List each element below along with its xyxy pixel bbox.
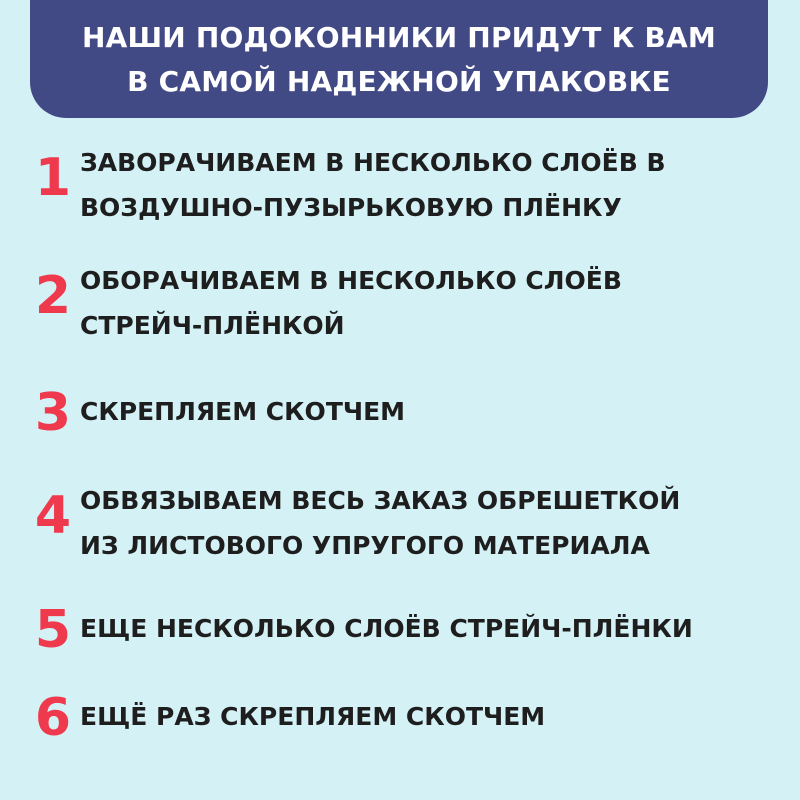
step-text-line: ОБОРАЧИВАЕМ В НЕСКОЛЬКО СЛОЁВ xyxy=(80,266,622,295)
step-text xyxy=(80,694,545,739)
step-text xyxy=(80,258,622,348)
step-number: 5 xyxy=(34,600,72,660)
step-text xyxy=(80,140,666,230)
step-text-line: ВОЗДУШНО-ПУЗЫРЬКОВУЮ ПЛЁНКУ xyxy=(80,193,622,222)
header-banner xyxy=(30,0,768,118)
step-number: 2 xyxy=(34,266,72,326)
step-text-line: СКРЕПЛЯЕМ СКОТЧЕМ xyxy=(80,397,406,426)
step-text-line: ЕЩЕ НЕСКОЛЬКО СЛОЁВ СТРЕЙЧ-ПЛЁНКИ xyxy=(80,614,693,643)
step-text xyxy=(80,478,680,568)
step-text-line: ЗАВОРАЧИВАЕМ В НЕСКОЛЬКО СЛОЁВ В xyxy=(80,148,666,177)
step-text-line: ОБВЯЗЫВАЕМ ВЕСЬ ЗАКАЗ ОБРЕШЕТКОЙ xyxy=(80,486,681,515)
step-text-line: ЕЩЁ РАЗ СКРЕПЛЯЕМ СКОТЧЕМ xyxy=(80,702,546,731)
step-number: 6 xyxy=(34,688,72,748)
step-number: 4 xyxy=(34,486,72,546)
step-text-line: ИЗ ЛИСТОВОГО УПРУГОГО МАТЕРИАЛА xyxy=(80,531,650,560)
step-number: 3 xyxy=(34,383,72,443)
step-number: 1 xyxy=(34,148,72,208)
header-title-line-2: В САМОЙ НАДЕЖНОЙ УПАКОВКЕ xyxy=(127,65,671,98)
step-text xyxy=(80,606,693,651)
header-title-line-1: НАШИ ПОДОКОННИКИ ПРИДУТ К ВАМ xyxy=(82,21,716,54)
step-text xyxy=(80,389,405,434)
step-text-line: СТРЕЙЧ-ПЛЁНКОЙ xyxy=(80,311,345,340)
